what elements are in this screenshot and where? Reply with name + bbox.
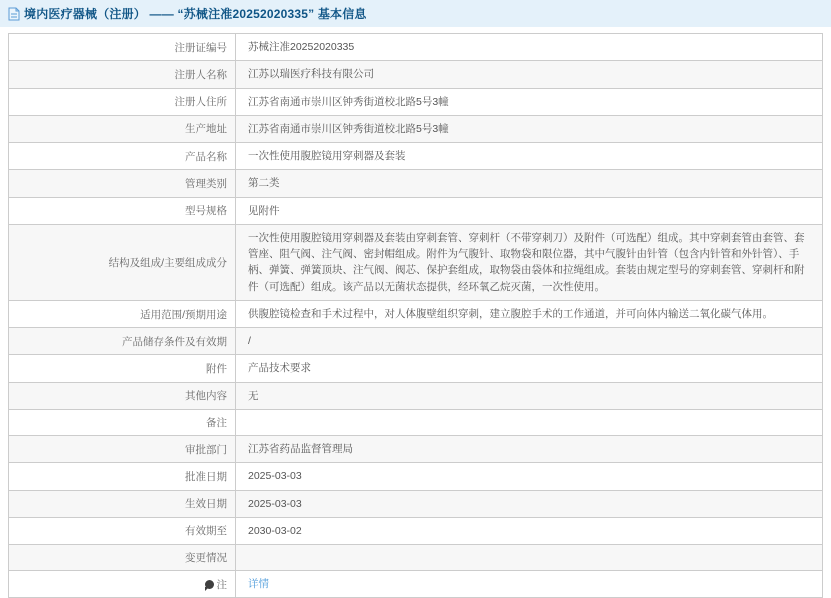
row-label: 备注	[9, 410, 236, 435]
row-value: 产品技术要求	[248, 362, 311, 375]
table-row-remarks	[9, 410, 822, 436]
row-value: 见附件	[248, 204, 280, 217]
detail-link[interactable]: 详情	[248, 578, 269, 591]
table-row-approval-department	[9, 436, 822, 463]
row-label: 注册人住所	[9, 89, 236, 115]
table-row-approval-date	[9, 463, 822, 490]
row-value: 2025-03-03	[248, 497, 302, 510]
row-label: 结构及组成/主要组成成分	[9, 225, 236, 300]
row-value: 第二类	[248, 177, 280, 190]
row-label: 有效期至	[9, 518, 236, 544]
row-value: 苏械注准20252020335	[248, 41, 355, 53]
row-label: 注册证编号	[9, 34, 236, 60]
row-value: 2030-03-02	[248, 524, 302, 537]
page-title-bar	[0, 0, 831, 27]
row-label: 生效日期	[9, 491, 236, 517]
row-label: 批准日期	[9, 463, 236, 489]
row-label: 注册人名称	[9, 61, 236, 87]
document-icon	[8, 7, 20, 21]
row-label: 产品储存条件及有效期	[9, 328, 236, 354]
row-label: 型号规格	[9, 198, 236, 224]
row-label: 审批部门	[9, 436, 236, 462]
row-value	[236, 571, 822, 597]
row-value: 一次性使用腹腔镜用穿刺器及套装	[248, 150, 406, 163]
row-label: 产品名称	[9, 143, 236, 169]
table-row-expiry-date	[9, 518, 822, 545]
row-value: 无	[248, 389, 259, 402]
table-row-intended-use	[9, 301, 822, 328]
note-label: 注	[216, 578, 227, 591]
row-value: 一次性使用腹腔镜用穿刺器及套装由穿刺套管、穿刺杆（不带穿刺刀）及附件（可选配）组成。其中穿刺套管由套管、套管座、阻气阀、注气阀、密封帽组成。附件为气腹针、取物袋和限位器，其中气腹针由针管（包含内针管和外针管）、手柄、弹簧、弹簧顶块、注气阀、阀芯、保护套组成，取物袋由袋体和拉绳组成。套装由规定型号的穿刺套管、穿刺杆和附件（可选配）组成。该产品以无菌状态提供，经环氧乙烷灭菌，一次性使用。	[248, 231, 805, 293]
table-row-registrant-address	[9, 89, 822, 116]
row-value: 江苏省药品监督管理局	[248, 442, 353, 455]
row-label: 管理类别	[9, 170, 236, 196]
table-row-structure-composition	[9, 225, 822, 301]
row-value: 江苏省南通市崇川区钟秀街道校北路5号3幢	[248, 95, 449, 108]
table-row-cert-number	[9, 34, 822, 61]
table-row-note	[9, 571, 822, 598]
row-value	[236, 545, 822, 570]
row-label: 变更情况	[9, 545, 236, 570]
table-row-management-class	[9, 170, 822, 197]
note-icon	[205, 580, 214, 589]
row-value: 江苏以瑞医疗科技有限公司	[248, 68, 374, 81]
table-row-attachment	[9, 355, 822, 382]
row-value: 2025-03-03	[248, 470, 302, 483]
row-label: 适用范围/预期用途	[9, 301, 236, 327]
row-label: 生产地址	[9, 116, 236, 142]
row-label: 附件	[9, 355, 236, 381]
row-label: 其他内容	[9, 383, 236, 409]
row-value: 供腹腔镜检查和手术过程中，对人体腹壁组织穿刺，建立腹腔手术的工作通道，并可向体内输送二氧化碳气体用。	[248, 307, 773, 320]
table-row-production-address	[9, 116, 822, 143]
page-title: 境内医疗器械（注册） —— “苏械注准20252020335” 基本信息	[24, 7, 367, 21]
table-row-storage-conditions	[9, 328, 822, 355]
row-value	[236, 410, 822, 435]
row-label	[9, 571, 236, 597]
registration-info-table	[8, 33, 823, 598]
table-row-model-spec	[9, 198, 822, 225]
table-row-other-content	[9, 383, 822, 410]
row-value: 江苏省南通市崇川区钟秀街道校北路5号3幢	[248, 122, 449, 135]
table-row-change-status	[9, 545, 822, 571]
table-row-product-name	[9, 143, 822, 170]
row-value: /	[248, 335, 251, 348]
table-row-registrant-name	[9, 61, 822, 88]
table-row-effective-date	[9, 491, 822, 518]
